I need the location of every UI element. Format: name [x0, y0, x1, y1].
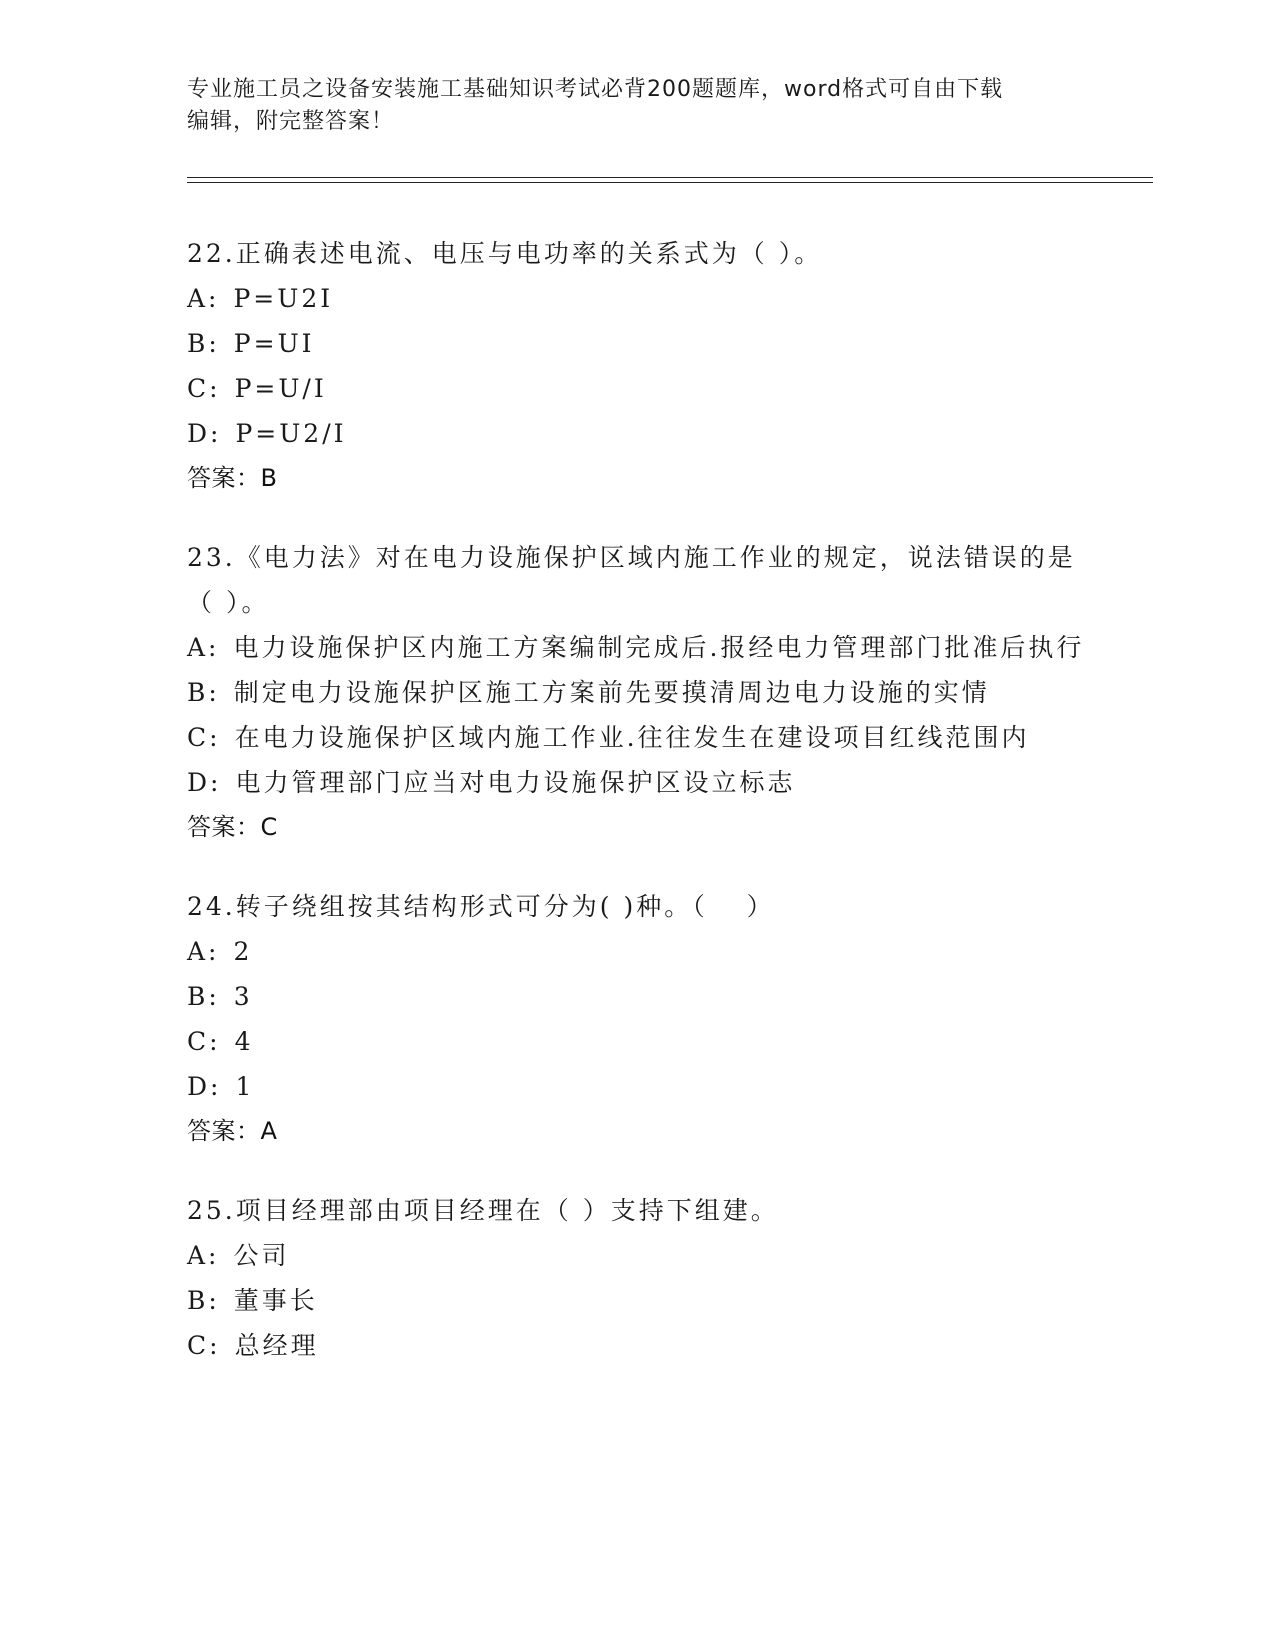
question-22	[187, 231, 1087, 501]
option-key: A:	[187, 1241, 220, 1270]
option-text: P=UI	[233, 329, 315, 358]
option-c	[187, 1323, 1087, 1368]
option-a	[187, 625, 1087, 670]
document-header	[187, 74, 1067, 138]
question-text: 24.转子绕组按其结构形式可分为( )种。（ ）	[187, 892, 775, 921]
option-text: 董事长	[233, 1286, 318, 1315]
question-list	[187, 231, 1087, 1402]
option-key: D:	[187, 1072, 222, 1101]
answer-line: 答案：C	[187, 813, 278, 841]
option-key: B:	[187, 982, 220, 1011]
header-divider-bottom	[187, 182, 1153, 183]
question-text: 25.项目经理部由项目经理在（ ）支持下组建。	[187, 1196, 779, 1225]
option-b	[187, 974, 1087, 1019]
header-title-line2: 编辑，附完整答案！	[187, 109, 395, 134]
option-key: A:	[187, 937, 220, 966]
option-c	[187, 715, 1087, 760]
option-d	[187, 760, 1087, 805]
option-a	[187, 929, 1087, 974]
question-25	[187, 1188, 1087, 1368]
option-text: 4	[234, 1027, 254, 1056]
option-text: P=U2I	[233, 284, 334, 313]
option-text: 电力设施保护区内施工方案编制完成后.报经电力管理部门批准后执行	[233, 633, 1085, 662]
option-text: 总经理	[234, 1331, 319, 1360]
option-c	[187, 366, 1087, 411]
answer-line: 答案：B	[187, 464, 278, 492]
option-text: P=U2/I	[235, 419, 347, 448]
option-text: 3	[233, 982, 253, 1011]
option-key: A:	[187, 633, 220, 662]
question-text: 22.正确表述电流、电压与电功率的关系式为（ ）。	[187, 239, 823, 268]
option-text: 1	[235, 1072, 255, 1101]
question-text: 23.《电力法》对在电力设施保护区域内施工作业的规定，说法错误的是（ ）。	[187, 543, 1076, 617]
option-key: C:	[187, 723, 221, 752]
option-key: A:	[187, 284, 220, 313]
question-24	[187, 884, 1087, 1154]
option-b	[187, 1278, 1087, 1323]
option-text: 制定电力设施保护区施工方案前先要摸清周边电力设施的实情	[233, 678, 990, 707]
option-text: 在电力设施保护区域内施工作业.往往发生在建设项目红线范围内	[234, 723, 1030, 752]
option-c	[187, 1019, 1087, 1064]
option-key: D:	[187, 419, 222, 448]
header-title-line1: 专业施工员之设备安装施工基础知识考试必背200题题库，word格式可自由下载	[187, 77, 1004, 102]
option-key: B:	[187, 1286, 220, 1315]
option-key: C:	[187, 374, 221, 403]
option-key: B:	[187, 678, 220, 707]
option-a	[187, 1233, 1087, 1278]
answer-line: 答案：A	[187, 1117, 278, 1145]
option-key: C:	[187, 1027, 221, 1056]
option-b	[187, 670, 1087, 715]
option-a	[187, 276, 1087, 321]
option-d	[187, 1064, 1087, 1109]
option-b	[187, 321, 1087, 366]
option-d	[187, 411, 1087, 456]
option-text: 公司	[233, 1241, 290, 1270]
option-key: B:	[187, 329, 220, 358]
option-text: P=U/I	[234, 374, 327, 403]
option-key: D:	[187, 768, 222, 797]
header-divider-top	[187, 177, 1153, 178]
option-text: 2	[233, 937, 253, 966]
option-text: 电力管理部门应当对电力设施保护区设立标志	[235, 768, 796, 797]
question-23	[187, 535, 1087, 850]
option-key: C:	[187, 1331, 221, 1360]
